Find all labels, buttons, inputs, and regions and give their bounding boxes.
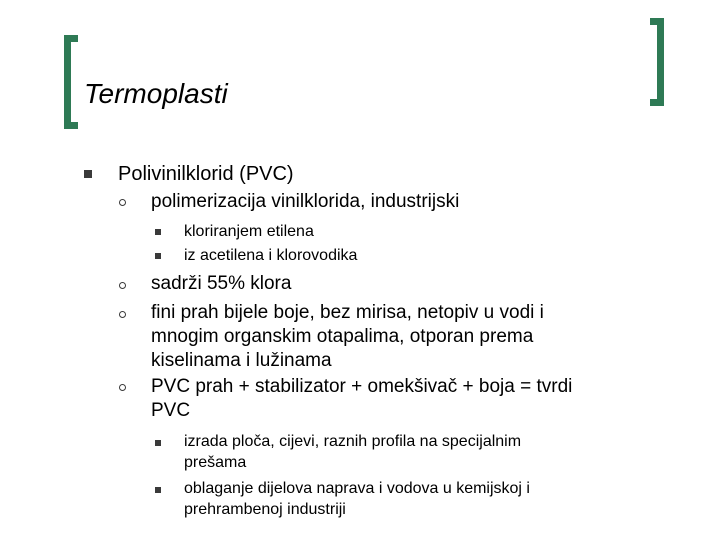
sub-bullet-text-line: mnogim organskim otapalima, otporan prema xyxy=(151,326,534,347)
sub-bullet-text: polimerizacija vinilklorida, industrijski xyxy=(151,191,460,212)
list-item-text-line: izrada ploča, cijevi, raznih profila na specijalnim xyxy=(184,433,522,450)
square-bullet-icon xyxy=(155,253,161,259)
square-bullet-icon xyxy=(155,229,161,235)
slide-title: Termoplasti xyxy=(84,78,228,109)
sub-bullet-text-line: PVC prah + stabilizator + omekšivač + boja = tvrdi xyxy=(151,376,573,397)
list-item-text-line: prešama xyxy=(184,454,247,471)
left-bracket-decoration xyxy=(64,35,78,129)
circle-bullet-icon xyxy=(119,282,126,289)
square-bullet-icon xyxy=(155,487,161,493)
list-item-text-line: oblaganje dijelova naprava i vodova u kemijskoj i xyxy=(184,480,530,497)
right-bracket-decoration xyxy=(650,18,664,106)
list-item-text-line: prehrambenoj industriji xyxy=(184,501,346,518)
square-bullet-icon xyxy=(155,440,161,446)
square-bullet-icon xyxy=(84,170,92,178)
circle-bullet-icon xyxy=(119,311,126,318)
list-item-text: iz acetilena i klorovodika xyxy=(184,247,358,264)
circle-bullet-icon xyxy=(119,199,126,206)
sub-bullet-text-line: fini prah bijele boje, bez mirisa, netopiv u vodi i xyxy=(151,302,544,323)
list-item-text: kloriranjem etilena xyxy=(184,223,314,240)
main-bullet-text: Polivinilklorid (PVC) xyxy=(118,163,294,185)
sub-bullet-text: sadrži 55% klora xyxy=(151,273,292,294)
sub-bullet-text-line: kiselinama i lužinama xyxy=(151,350,332,371)
circle-bullet-icon xyxy=(119,384,126,391)
sub-bullet-text-line: PVC xyxy=(151,400,191,421)
